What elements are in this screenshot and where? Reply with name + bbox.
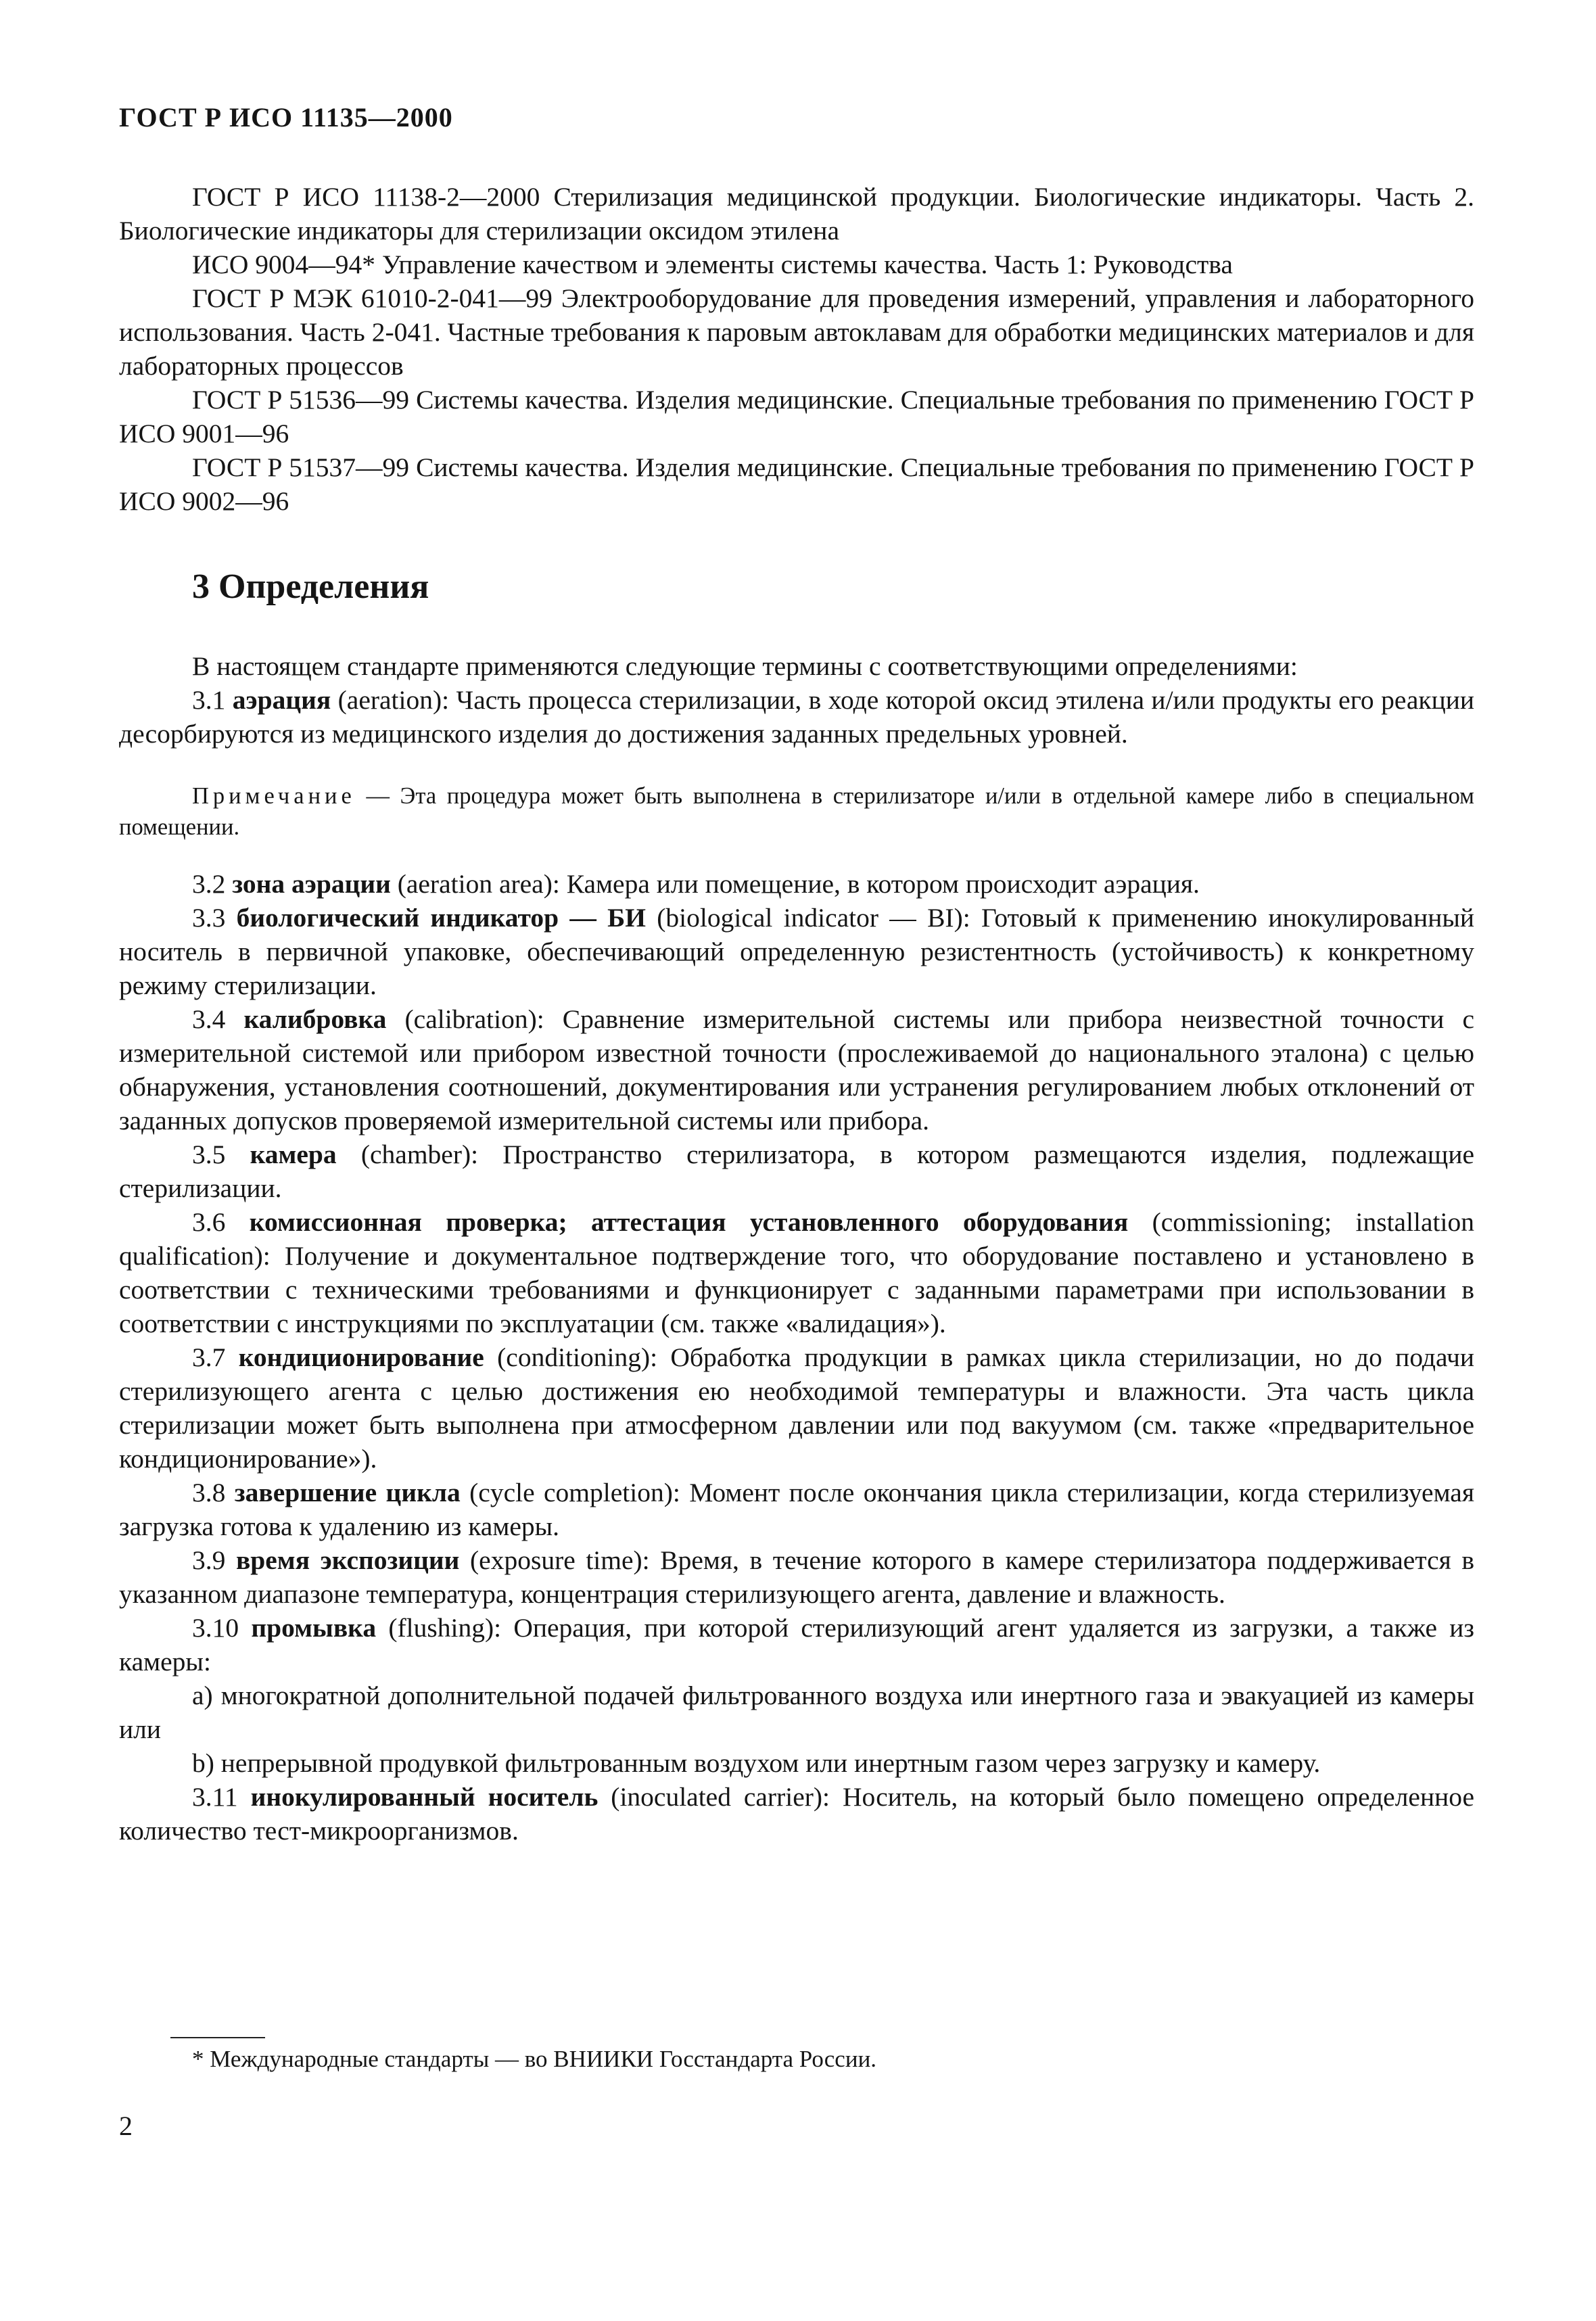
note-lead: Примечание: [192, 783, 356, 809]
normative-references: [119, 180, 1474, 518]
definition-3-3: [119, 901, 1474, 1002]
definition-term: кондиционирование: [238, 1342, 484, 1372]
definition-text: (inoculated carrier): Носитель, на который было помещено определенное количество тест-микроорганизмов.: [119, 1782, 1474, 1846]
definition-number: 3.5: [192, 1140, 226, 1169]
section-intro: В настоящем стандарте применяются следующие термины с соответствующими определениями:: [192, 651, 1298, 681]
definition-text: (commissioning; installation qualification): Получение и документальное подтверждение того, что оборудование поставлено и установлено в соответствии с техническими требованиями и функционирует с заданными параметрами при использовании в соответствии с инструкциями по эксплуатации (см. также «валидация»).: [119, 1207, 1475, 1338]
note-text: — Эта процедура может быть выполнена в стерилизаторе и/или в отдельной камере либо в специальном помещении.: [119, 783, 1474, 840]
definition-text: (aeration area): Камера или помещение, в котором происходит аэрация.: [390, 869, 1200, 899]
definition-term: биологический индикатор — БИ: [236, 903, 646, 933]
definition-term: калибровка: [243, 1004, 387, 1034]
definition-text: (aeration): Часть процесса стерилизации, в ходе которой оксид этилена и/или продукты его реакции десорбируются из медицинского изделия до достижения заданных предельных уровней.: [119, 685, 1474, 749]
definition-text: (conditioning): Обработка продукции в рамках цикла стерилизации, но до подачи стерилизующего агента с целью достижения ею необходимой температуры и влажности. Эта часть цикла стерилизации может быть выполнена при атмосферном давлении или под вакуумом (см. также «предварительное кондиционирование»).: [119, 1342, 1474, 1474]
definition-number: 3.11: [192, 1782, 238, 1812]
definition-term: инокулированный носитель: [250, 1782, 598, 1812]
definition-number: 3.2: [192, 869, 226, 899]
definition-term: комиссионная проверка; аттестация установленного оборудования: [249, 1207, 1129, 1237]
definition-text: (calibration): Сравнение измерительной системы или прибора неизвестной точности с измерительной системой или прибором известной точности (прослеживаемой до национального эталона) с целью обнаружения, установления соотношений, документирования или устранения регулированием любых отклонений от заданных допусков проверяемой измерительной системы или прибора.: [119, 1004, 1475, 1135]
reference-item: ГОСТ Р 51536—99 Системы качества. Изделия медицинские. Специальные требования по применению ГОСТ Р ИСО 9001—96: [119, 385, 1474, 448]
definition-3-5: [119, 1138, 1474, 1205]
reference-item: ИСО 9004—94* Управление качеством и элементы системы качества. Часть 1: Руководства: [192, 250, 1233, 279]
definition-number: 3.10: [192, 1613, 239, 1643]
reference-item: ГОСТ Р 51537—99 Системы качества. Изделия медицинские. Специальные требования по применению ГОСТ Р ИСО 9002—96: [119, 452, 1474, 516]
definition-3-7: [119, 1340, 1474, 1476]
flushing-item-b: b) непрерывной продувкой фильтрованным воздухом или инертным газом через загрузку и камеру.: [192, 1748, 1321, 1778]
page-number: 2: [119, 2111, 133, 2141]
reference-item: ГОСТ Р МЭК 61010-2-041—99 Электрооборудование для проведения измерений, управления и лабораторного использования. Часть 2-041. Частные требования к паровым автоклавам для обработки медицинских материалов и для лабораторных процессов: [119, 283, 1474, 381]
definition-3-11: [119, 1780, 1474, 1848]
definition-term: завершение цикла: [234, 1478, 461, 1507]
definition-3-1: [119, 683, 1474, 751]
definition-term: промывка: [251, 1613, 377, 1643]
definition-text: (exposure time): Время, в течение которого в камере стерилизатора поддерживается в указанном диапазоне температура, концентрация стерилизующего агента, давление и влажность.: [119, 1545, 1474, 1609]
definition-term: время экспозиции: [235, 1545, 460, 1575]
definition-number: 3.8: [192, 1478, 226, 1507]
definition-text: (biological indicator — BI): Готовый к применению инокулированный носитель в первичной упаковке, обеспечивающий определенную резистентность (устойчивость) к конкретному режиму стерилизации.: [119, 903, 1475, 1000]
reference-item: ГОСТ Р ИСО 11138-2—2000 Стерилизация медицинской продукции. Биологические индикаторы. Часть 2. Биологические индикаторы для стерилизации оксидом этилена: [119, 182, 1474, 245]
definitions-block: [119, 649, 1474, 1848]
footnote: * Международные стандарты — во ВНИИКИ Госстандарта России.: [192, 2046, 877, 2072]
definition-3-9: [119, 1543, 1474, 1611]
section-title: 3 Определения: [192, 567, 429, 606]
definition-number: 3.3: [192, 903, 226, 933]
definition-term: зона аэрации: [232, 869, 391, 899]
definition-text: (flushing): Операция, при которой стерилизующий агент удаляется из загрузки, а также из камеры:: [119, 1613, 1475, 1677]
definition-number: 3.1: [192, 685, 226, 715]
document-header: ГОСТ Р ИСО 11135—2000: [119, 102, 453, 133]
definition-term: аэрация: [232, 685, 331, 715]
definition-number: 3.6: [192, 1207, 226, 1237]
definition-text: (cycle completion): Момент после окончания цикла стерилизации, когда стерилизуемая загрузка готова к удалению из камеры.: [119, 1478, 1474, 1541]
note: [119, 780, 1474, 843]
definition-3-2: [119, 867, 1474, 901]
definition-3-4: [119, 1002, 1474, 1138]
flushing-item-a: a) многократной дополнительной подачей фильтрованного воздуха или инертного газа и эвакуацией из камеры или: [119, 1681, 1474, 1744]
footnote-divider: [170, 2037, 265, 2038]
definition-3-10: [119, 1611, 1474, 1679]
definition-3-8: [119, 1476, 1474, 1543]
definition-3-6: [119, 1205, 1474, 1340]
definition-number: 3.7: [192, 1342, 226, 1372]
definition-number: 3.9: [192, 1545, 226, 1575]
definition-text: (chamber): Пространство стерилизатора, в котором размещаются изделия, подлежащие стерилизации.: [119, 1140, 1474, 1203]
definition-term: камера: [250, 1140, 337, 1169]
definition-number: 3.4: [192, 1004, 226, 1034]
